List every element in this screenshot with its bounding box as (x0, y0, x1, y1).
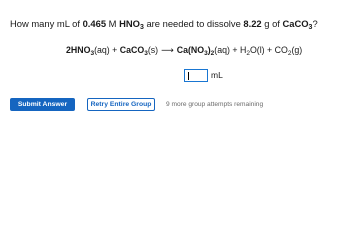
answer-input[interactable] (184, 69, 208, 82)
question-suffix: ? (312, 18, 318, 29)
reactant-acid-state: (aq) + (94, 45, 120, 55)
answer-unit: mL (211, 70, 223, 80)
submit-answer-button[interactable]: Submit Answer (10, 98, 75, 111)
question-text (10, 18, 318, 29)
acid-formula: $HNO_3$ (119, 18, 144, 31)
molarity-value: 0.465 (82, 18, 107, 29)
product-water: $(aq) + H_2O(l) + CO_2(g)$ (214, 45, 303, 57)
reaction-arrow-icon: ⟶ (161, 45, 174, 55)
question-prefix: How many mL of (10, 18, 83, 29)
answer-row (184, 67, 223, 83)
retry-group-button[interactable]: Retry Entire Group (87, 98, 155, 111)
reactant-acid: $2HNO_3$ (66, 45, 95, 57)
salt-formula: CaCO$_3$ (282, 18, 313, 31)
question-middle: are needed to dissolve (143, 18, 244, 29)
reactant-salt: CaCO$_3$ (119, 45, 148, 57)
chemical-equation (66, 45, 302, 56)
reactant-salt-state: (s) (147, 45, 159, 55)
attempts-remaining-text: 9 more group attempts remaining (166, 101, 264, 108)
product-nitrate: $Ca(NO_3)_2$ (176, 45, 215, 57)
text-caret (188, 72, 189, 80)
molarity-unit: M (106, 18, 120, 29)
mass-unit: g of (261, 18, 283, 29)
mass-value: 8.22 (243, 18, 262, 29)
